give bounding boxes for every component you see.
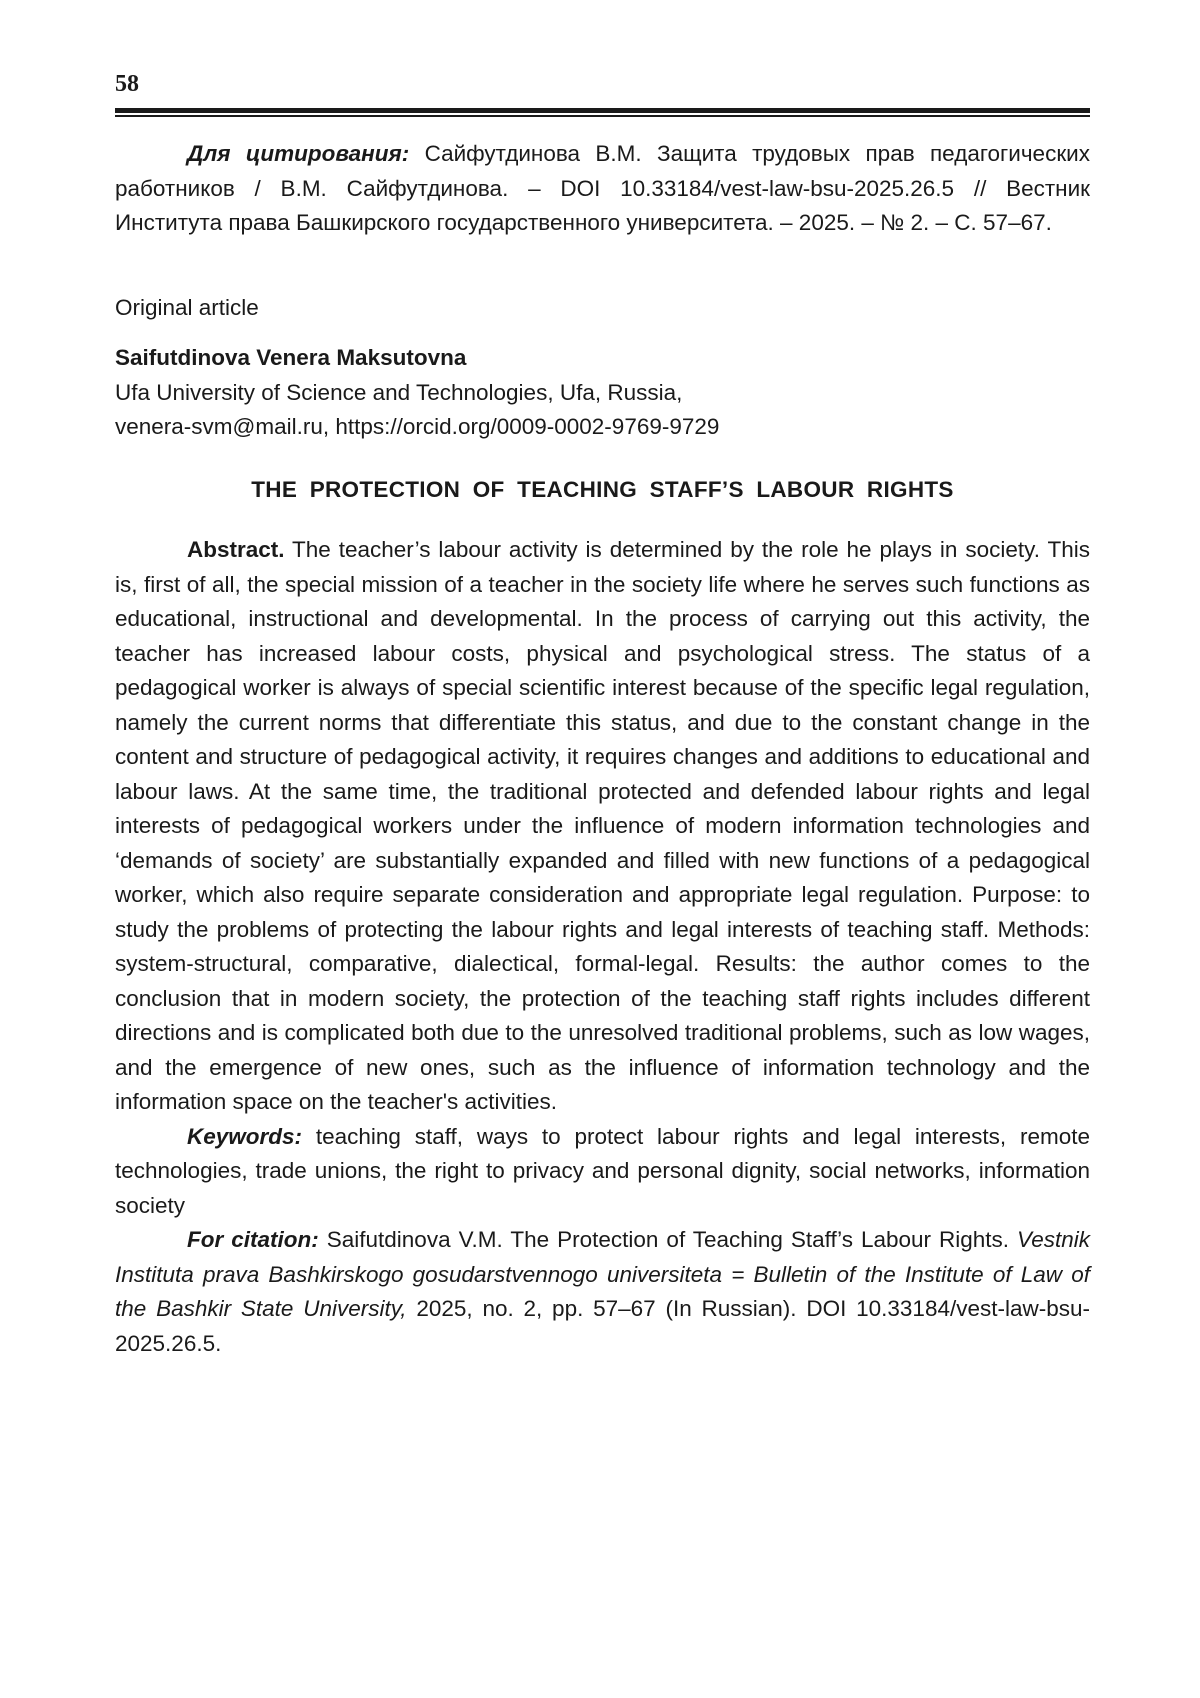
header-rule-thick (115, 108, 1090, 113)
abstract-label: Abstract. (187, 537, 285, 562)
article-title: THE PROTECTION OF TEACHING STAFF’S LABOUR RIGHTS (251, 476, 954, 502)
keywords-text: teaching staff, ways to protect labour rights and legal interests, remote technologies, trade unions, the right to privacy and personal dignity, social networks, information society (115, 1123, 1090, 1218)
citation-english-text-a: Saifutdinova V.M. The Protection of Teaching Staff’s Labour Rights. (318, 1227, 1018, 1252)
keywords (115, 1120, 1090, 1224)
abstract-text: The teacher’s labour activity is determined by the role he plays in society. This is, first of all, the special mission of a teacher in the society life where he serves such functions as educational, instructional and developmental. In the process of carrying out this activity, the teacher has increased labour costs, physical and psychological stress. The status of a pedagogical worker is always of special scientific interest because of the specific legal regulation, namely the current norms that differentiate this status, and due to the constant change in the content and structure of pedagogical activity, it requires changes and additions to educational and labour laws. At the same time, the traditional protected and defended labour rights and legal interests of pedagogical workers under the influence of modern information technologies and ‘demands of society’ are substantially expanded and filled with new functions of a pedagogical worker, which also require separate consideration and appropriate legal regulation. Purpose: to study the problems of protecting the labour rights and legal interests of teaching staff. Methods: system-structural, comparative, dialectical, formal-legal. Results: the author comes to the conclusion that in modern society, the protection of the teaching staff rights includes different directions and is complicated both due to the unresolved traditional problems, such as low wages, and the emergence of new ones, such as the influence of information technology and the information space on the teacher's activities. (115, 537, 1090, 1114)
article-type: Original article (115, 294, 259, 320)
citation-english-journal: Vestnik Instituta prava Bashkirskogo gosudarstvennogo universiteta = Bulletin of the Institute of Law of the Bashkir State University, (115, 1227, 1090, 1321)
citation-english-label: For citation: (187, 1227, 319, 1252)
author-block (115, 341, 1090, 445)
citation-russian (115, 137, 1090, 241)
keywords-label: Keywords: (187, 1123, 303, 1149)
author-affiliation: Ufa University of Science and Technologies, Ufa, Russia, (115, 379, 683, 405)
citation-russian-label: Для цитирования: (187, 141, 410, 166)
citation-russian-text: Сайфутдинова В.М. Защита трудовых прав педагогических работников / В.М. Сайфутдинова. – DOI 10.33184/vest-law-bsu-2025.26.5 // Вестник Института права Башкирского государственного университета. – 2025. – № 2. – С. 57–67. (115, 141, 1090, 235)
header-rule-thin (115, 115, 1090, 117)
citation-english-text-b: 2025, no. 2, pp. 57–67 (In Russian). DOI 10.33184/vest-law-bsu-2025.26.5. (115, 1296, 1090, 1356)
citation-english (115, 1223, 1090, 1361)
abstract (115, 533, 1090, 1120)
author-contacts: venera-svm@mail.ru, https://orcid.org/0009-0002-9769-9729 (115, 414, 720, 439)
page-number: 58 (115, 71, 139, 97)
author-name: Saifutdinova Venera Maksutovna (115, 345, 467, 370)
journal-page (115, 70, 1090, 1361)
